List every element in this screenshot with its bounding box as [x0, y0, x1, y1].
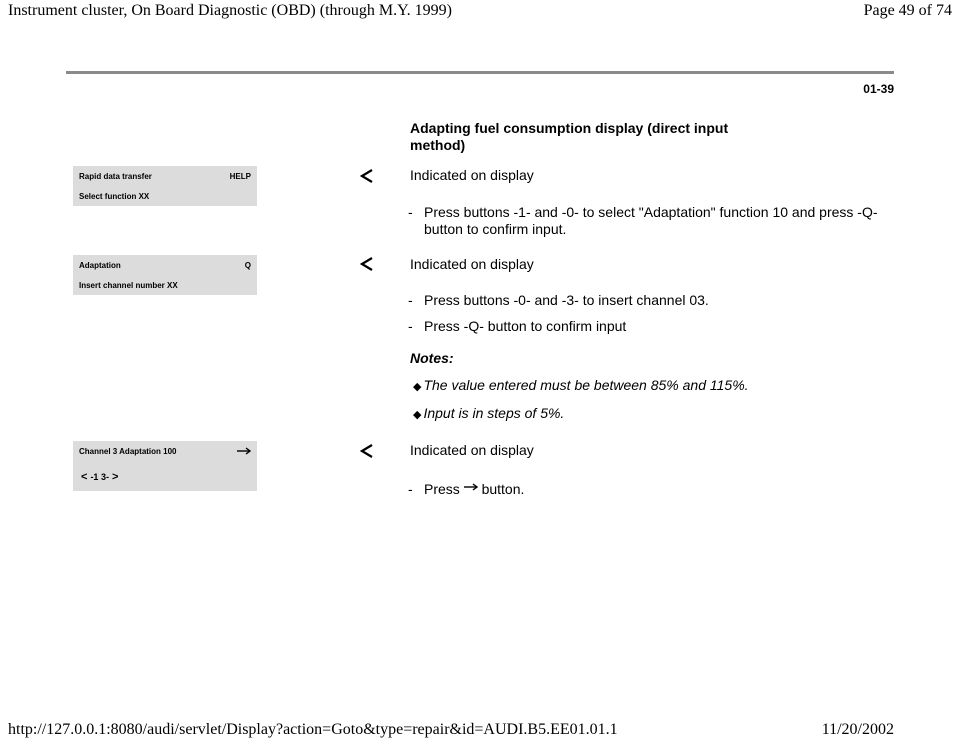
section-title: Adapting fuel consumption display (direct input method): [410, 120, 729, 153]
note-item: [413, 405, 564, 421]
back-arrow-icon: [360, 169, 374, 183]
header-rule: [66, 71, 894, 74]
page-indicator: Page 49 of 74: [863, 2, 952, 19]
display-line-1: Rapid data transfer: [79, 172, 152, 181]
display-help-label: HELP: [229, 172, 251, 181]
display-panel-rapid-data: [73, 166, 257, 206]
note-text: Input is in steps of 5%.: [423, 405, 565, 421]
indicated-text: Indicated on display: [410, 256, 534, 272]
step-text-prefix: Press: [424, 481, 460, 497]
display-q-label: Q: [244, 261, 251, 270]
display-line-2: Insert channel number XX: [79, 281, 178, 290]
nav-left-glyph: <: [81, 471, 88, 483]
step-text: Press -Q- button to confirm input: [424, 318, 627, 334]
notes-heading: Notes:: [410, 350, 454, 366]
step-text-suffix: button.: [481, 481, 525, 497]
indicated-text: Indicated on display: [410, 442, 534, 458]
step-text: Press buttons -1- and -0- to select "Adaptation" function 10 and press -Q- button to confirm input.: [424, 204, 878, 237]
display-line-1: Channel 3 Adaptation 100: [79, 447, 177, 456]
back-arrow-icon: [360, 257, 374, 271]
right-arrow-icon: [464, 483, 478, 491]
document-title: Instrument cluster, On Board Diagnostic (OBD) (through M.Y. 1999): [8, 2, 452, 19]
page-number: 01-39: [863, 82, 894, 96]
display-panel-adaptation: [73, 255, 257, 295]
diamond-bullet-icon: ◆: [413, 409, 422, 421]
footer-date: 11/20/2002: [821, 721, 894, 738]
back-arrow-icon: [360, 444, 374, 458]
nav-text: -1 3-: [90, 472, 109, 482]
note-item: [413, 377, 749, 393]
diamond-bullet-icon: ◆: [413, 381, 422, 393]
nav-right-glyph: >: [111, 471, 119, 483]
right-arrow-icon: [237, 447, 251, 455]
footer-url: http://127.0.0.1:8080/audi/servlet/Display?action=Goto&type=repair&id=AUDI.B5.EE01.01.1: [8, 721, 618, 738]
display-line-2: Select function XX: [79, 192, 150, 201]
note-text: The value entered must be between 85% and 115%.: [423, 377, 749, 393]
display-panel-channel: [73, 441, 257, 491]
channel-nav: [81, 471, 118, 483]
display-line-1: Adaptation: [79, 261, 121, 270]
step-text: Press buttons -0- and -3- to insert channel 03.: [424, 292, 709, 308]
indicated-text: Indicated on display: [410, 167, 534, 183]
